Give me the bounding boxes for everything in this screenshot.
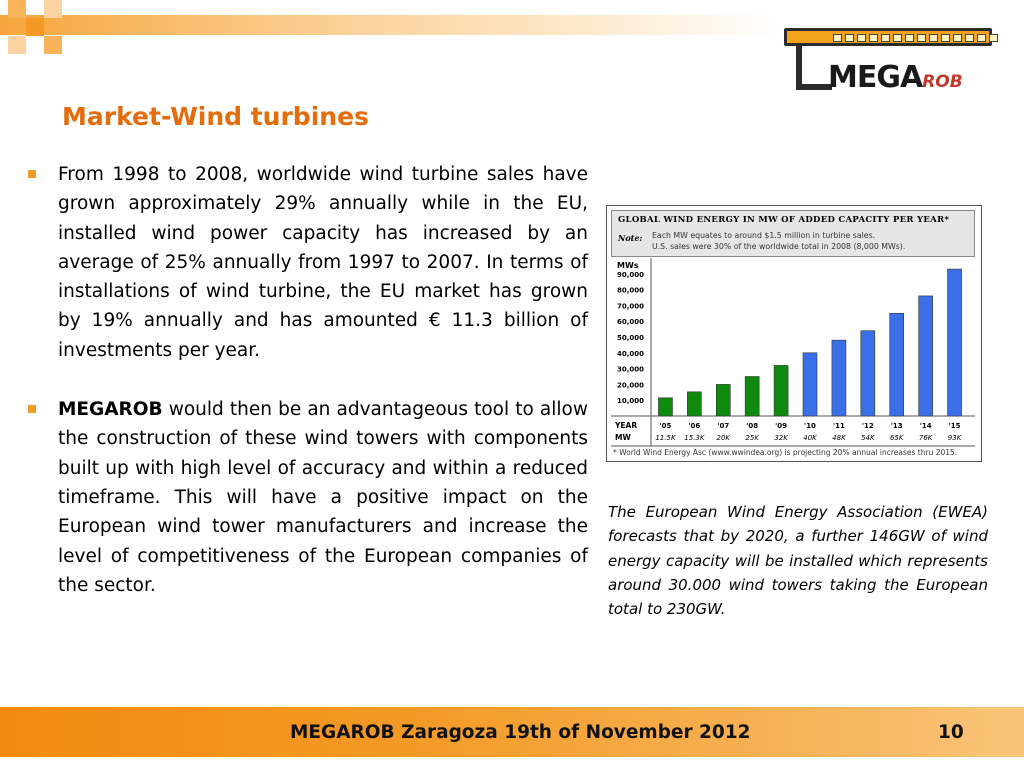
y-tick-label: 10,000 — [617, 397, 645, 406]
y-tick-label: 30,000 — [617, 365, 645, 374]
y-tick-label: 50,000 — [617, 334, 645, 342]
header-bar — [0, 15, 780, 35]
chart-bar — [919, 296, 933, 416]
x-tick-label: '12 — [861, 422, 874, 430]
mw-data-label: 11.5K — [655, 434, 676, 442]
y-tick-label: 40,000 — [617, 349, 645, 358]
mw-data-label: 15.3K — [684, 434, 705, 442]
footer-bar — [0, 707, 1024, 757]
y-tick-label: 60,000 — [617, 318, 645, 327]
chart-bar — [745, 377, 759, 417]
x-tick-label: '15 — [948, 422, 961, 430]
mw-data-label: 20K — [716, 434, 731, 442]
chart-bar — [687, 392, 701, 416]
chart-caption: The European Wind Energy Association (EWEA) forecasts that by 2020, a further 146GW of wind energy capacity will be installed which represents around 30.000 wind towers taking the European total to 230GW. — [608, 503, 988, 619]
chart-bar — [658, 398, 672, 416]
chart-plot — [607, 206, 981, 461]
y-tick-label: 70,000 — [617, 302, 645, 311]
x-tick-label: '09 — [775, 422, 788, 430]
bullet-text: From 1998 to 2008, worldwide wind turbine sales have grown approximately 29% annually while in the EU, installed wind power capacity has increased by an average of 25% annually from 1997 to 2007. In terms of installations of wind turbine, the EU market has grown by 19% annually and has amounted € 11.3 billion of investments per year. — [58, 164, 588, 361]
page-number: 10 — [938, 722, 964, 743]
y-tick-label: 90,000 — [617, 270, 645, 279]
wind-energy-chart — [606, 205, 982, 462]
megarob-logo — [776, 18, 996, 96]
chart-note-line: Each MW equates to around $1.5 million in turbine sales. — [652, 231, 876, 240]
mw-data-label: 65K — [889, 434, 904, 442]
chart-bar — [948, 269, 962, 416]
footer-text: MEGAROB Zaragoza 19th of November 2012 — [290, 722, 751, 743]
bullet-text: MEGAROB would then be an advantageous tool to allow the construction of these wind towers with components built up with high level of accuracy and within a reduced timeframe. This will have a positive impact on the European wind tower manufacturers and increase the level of competitiveness of the European companies of the sector. — [58, 399, 588, 596]
mw-data-label: 76K — [918, 434, 933, 442]
chart-bar — [774, 365, 788, 416]
y-tick-label: 20,000 — [617, 381, 645, 390]
x-tick-label: '05 — [659, 422, 672, 430]
mw-data-label: 25K — [745, 434, 759, 442]
row-label-year: YEAR — [615, 421, 638, 430]
logo-robot-arm-icon — [796, 44, 832, 90]
bullet-square-icon — [28, 170, 36, 178]
bullet-square-icon — [28, 405, 36, 413]
decor-square — [44, 36, 62, 54]
chart-bar — [861, 331, 875, 416]
bullet-item — [28, 395, 588, 600]
row-label-mw: MW — [615, 433, 631, 442]
decor-square — [26, 18, 44, 36]
x-tick-label: '06 — [688, 422, 701, 430]
decor-square — [8, 36, 26, 54]
chart-footnote: * World Wind Energy Asc (www.wwindea.org) is projecting 20% annual increases thru 2015. — [613, 448, 958, 457]
chart-bar — [803, 353, 817, 416]
mw-data-label: 93K — [947, 434, 962, 442]
chart-note-label: Note: — [618, 233, 643, 243]
decor-square — [44, 0, 62, 18]
chart-bar — [890, 313, 904, 416]
bullet-item — [28, 160, 588, 365]
chart-bar — [716, 384, 730, 416]
x-tick-label: '11 — [832, 422, 845, 430]
x-tick-label: '13 — [890, 422, 903, 430]
y-axis-label: MWs — [617, 261, 639, 270]
bullet-list — [28, 160, 588, 630]
x-tick-label: '08 — [746, 422, 759, 430]
x-tick-label: '10 — [804, 422, 816, 430]
chart-title: GLOBAL WIND ENERGY IN MW OF ADDED CAPACITY PER YEAR* — [618, 215, 950, 225]
chart-bar — [832, 340, 846, 416]
mw-data-label: 48K — [832, 434, 846, 442]
chart-note-line: U.S. sales were 30% of the worldwide total in 2008 (8,000 MWs). — [652, 242, 906, 251]
x-tick-label: '14 — [919, 422, 932, 430]
x-tick-label: '07 — [717, 422, 730, 430]
mw-data-label: 54K — [861, 434, 875, 442]
y-tick-label: 80,000 — [617, 286, 645, 295]
mw-data-label: 40K — [803, 434, 817, 442]
decor-square — [8, 0, 26, 18]
mw-data-label: 32K — [774, 434, 788, 442]
slide-title: Market-Wind turbines — [62, 102, 369, 131]
logo-text: MEGAROB — [828, 60, 963, 95]
